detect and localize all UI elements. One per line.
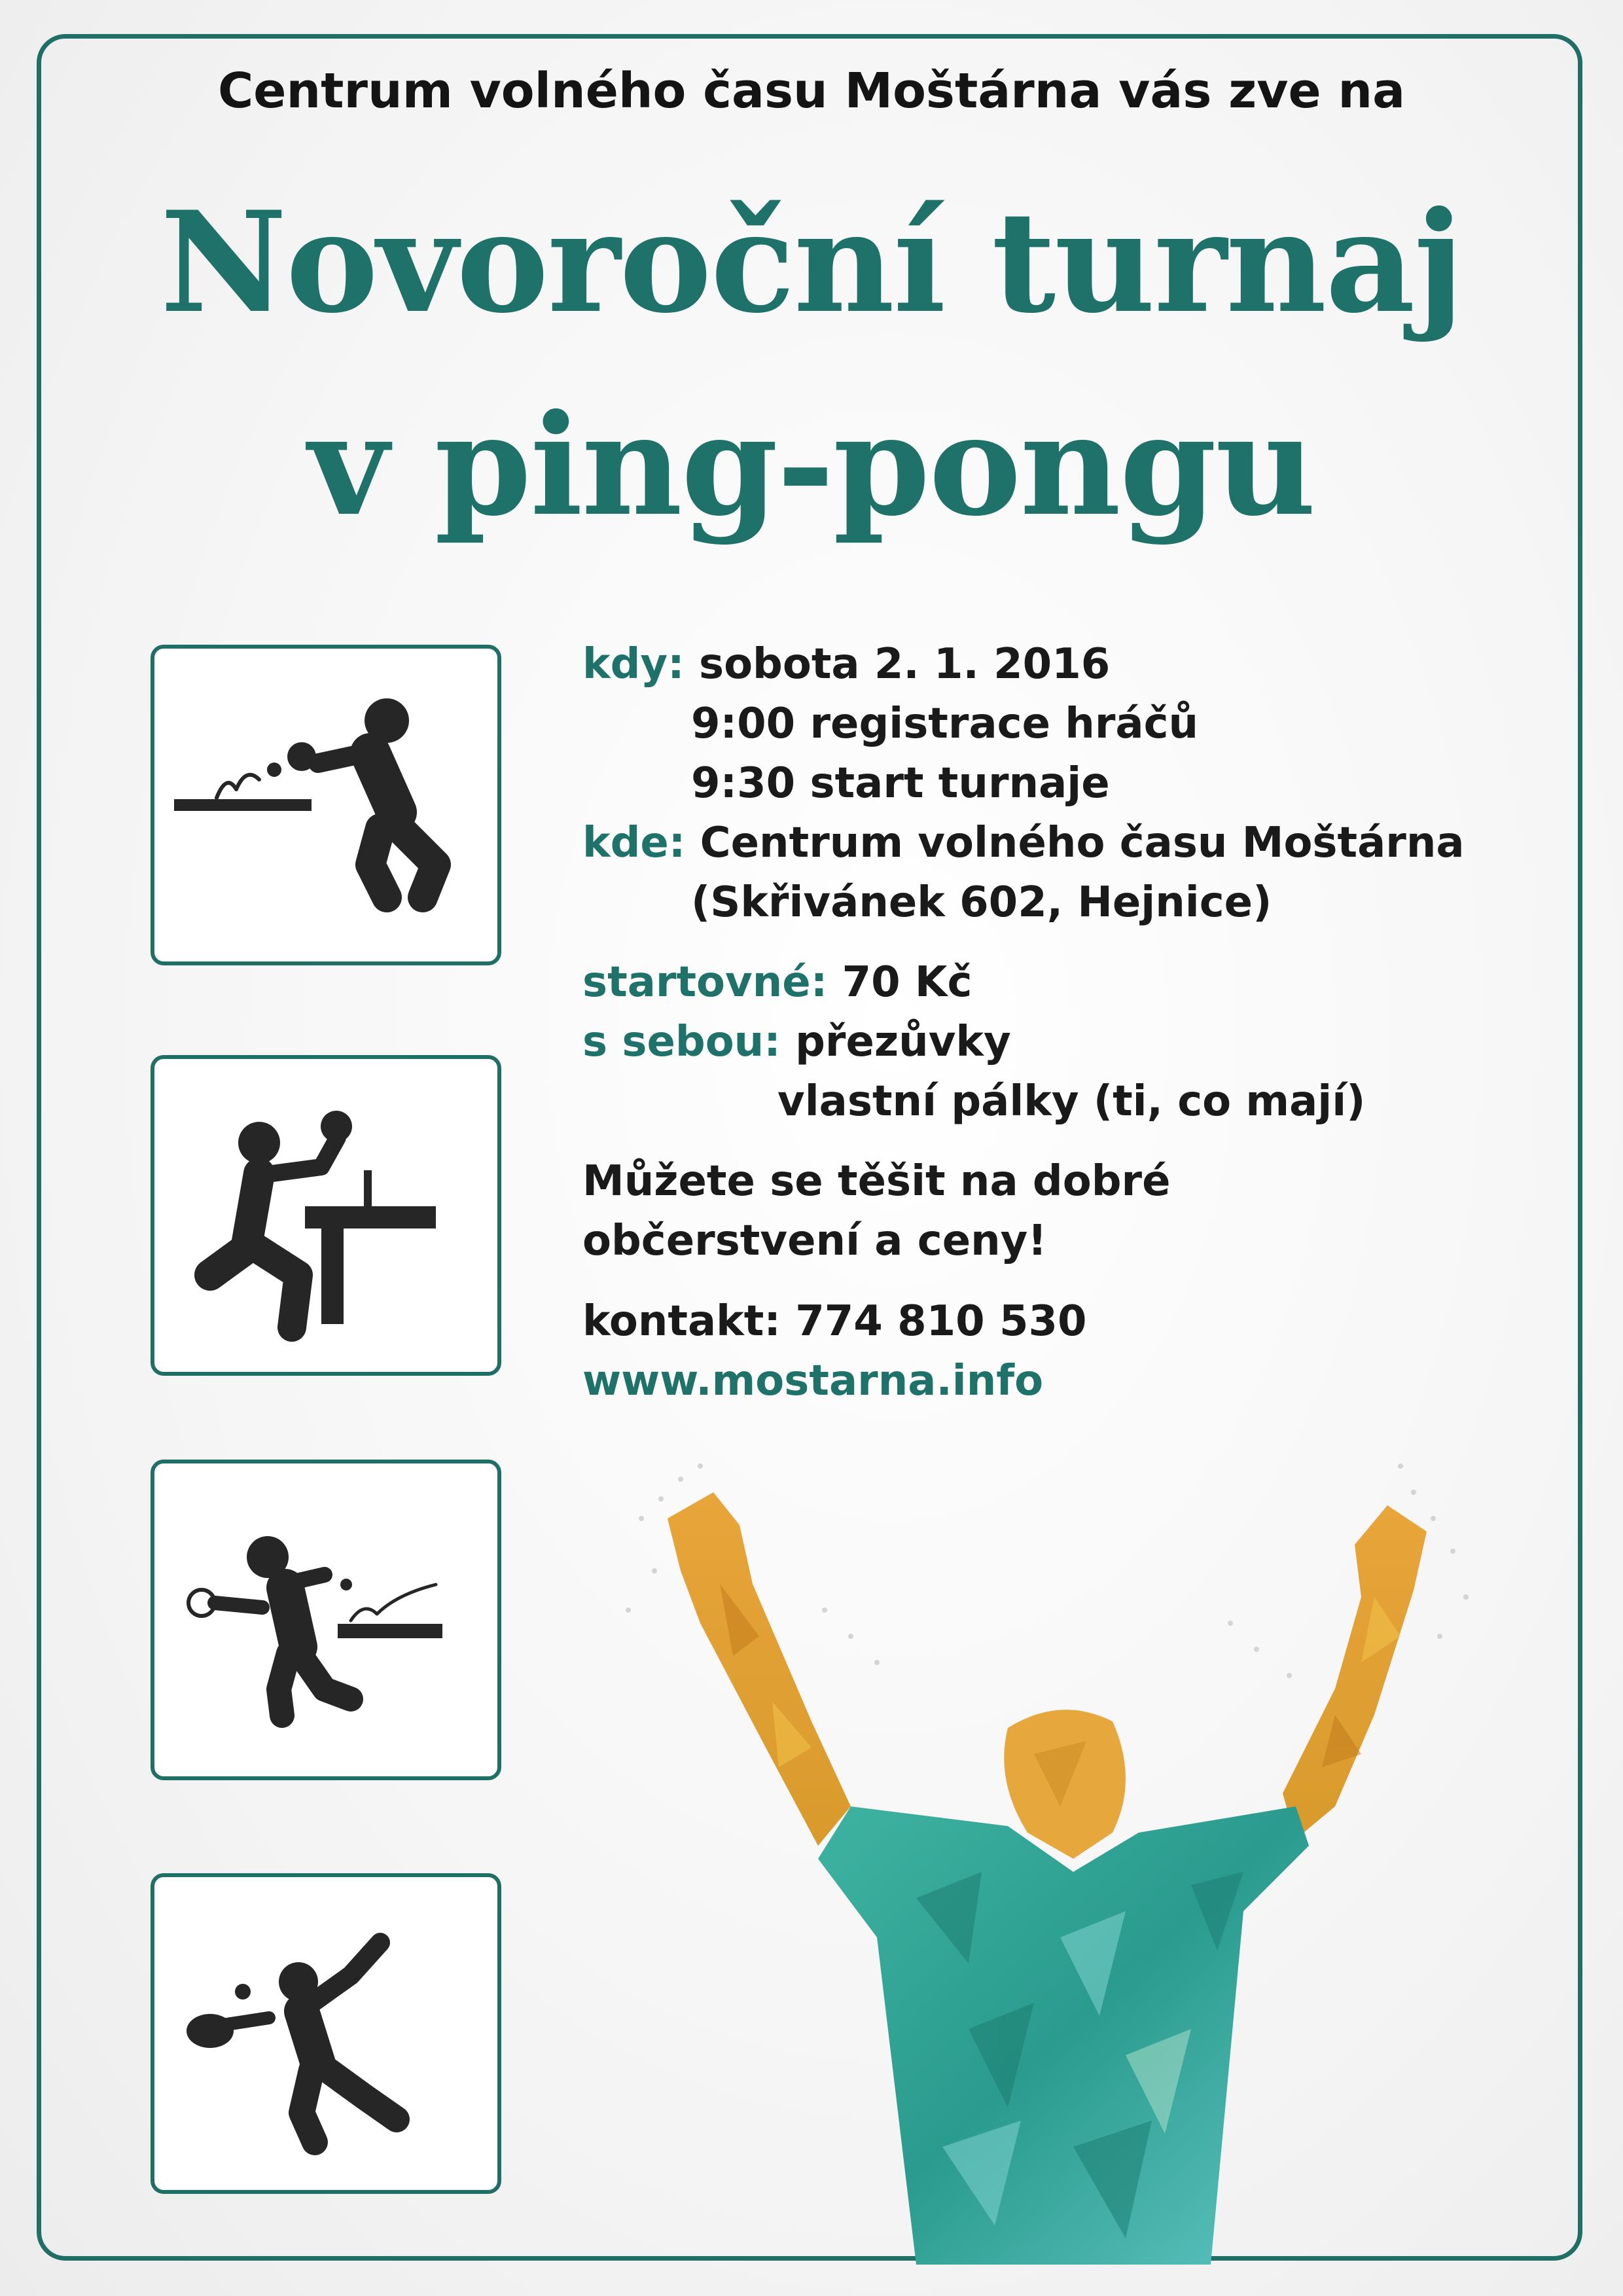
event-title-line2: v ping-pongu [308, 384, 1315, 547]
fee-row [582, 953, 972, 1013]
icon-box-3 [151, 1460, 501, 1780]
note-line-1: Můžete se těšit na dobré [582, 1157, 1171, 1206]
start-time: 9:30 start turnaje [691, 759, 1110, 808]
ping-pong-player-at-table-icon [154, 1059, 497, 1372]
ping-pong-player-serving-icon [154, 649, 497, 961]
fee-label: startovné: [582, 958, 828, 1007]
fee-value: 70 Kč [842, 958, 972, 1007]
website-link[interactable]: www.mostarna.info [582, 1357, 1044, 1405]
when-label: kdy: [582, 640, 685, 689]
contact-phone: kontakt: 774 810 530 [582, 1297, 1087, 1346]
where-address: (Skřivánek 602, Hejnice) [691, 878, 1272, 927]
ping-pong-player-backhand-icon [154, 1463, 497, 1776]
where-place: Centrum volného času Moštárna [700, 819, 1465, 867]
where-row [582, 814, 1465, 873]
note-line-2: občerstvení a ceny! [582, 1217, 1047, 1265]
bring-label: s sebou: [582, 1018, 781, 1066]
registration-time: 9:00 registrace hráčů [691, 700, 1199, 748]
icon-box-1 [151, 645, 501, 965]
bring-item-1: přezůvky [795, 1018, 1011, 1066]
bring-row [582, 1013, 1011, 1072]
bring-item-2: vlastní pálky (ti, co mají) [777, 1077, 1366, 1126]
icon-box-2 [151, 1055, 501, 1376]
when-date: sobota 2. 1. 2016 [698, 640, 1111, 689]
icon-box-4 [151, 1873, 501, 2194]
when-row [582, 635, 1110, 694]
where-label: kde: [582, 819, 686, 867]
invite-heading: Centrum volného času Moštárna vás zve na [217, 63, 1406, 119]
ping-pong-player-smash-icon [154, 1877, 497, 2190]
celebrating-player-illustration [602, 1440, 1505, 2265]
event-title-line1: Novoroční turnaj [160, 181, 1463, 344]
